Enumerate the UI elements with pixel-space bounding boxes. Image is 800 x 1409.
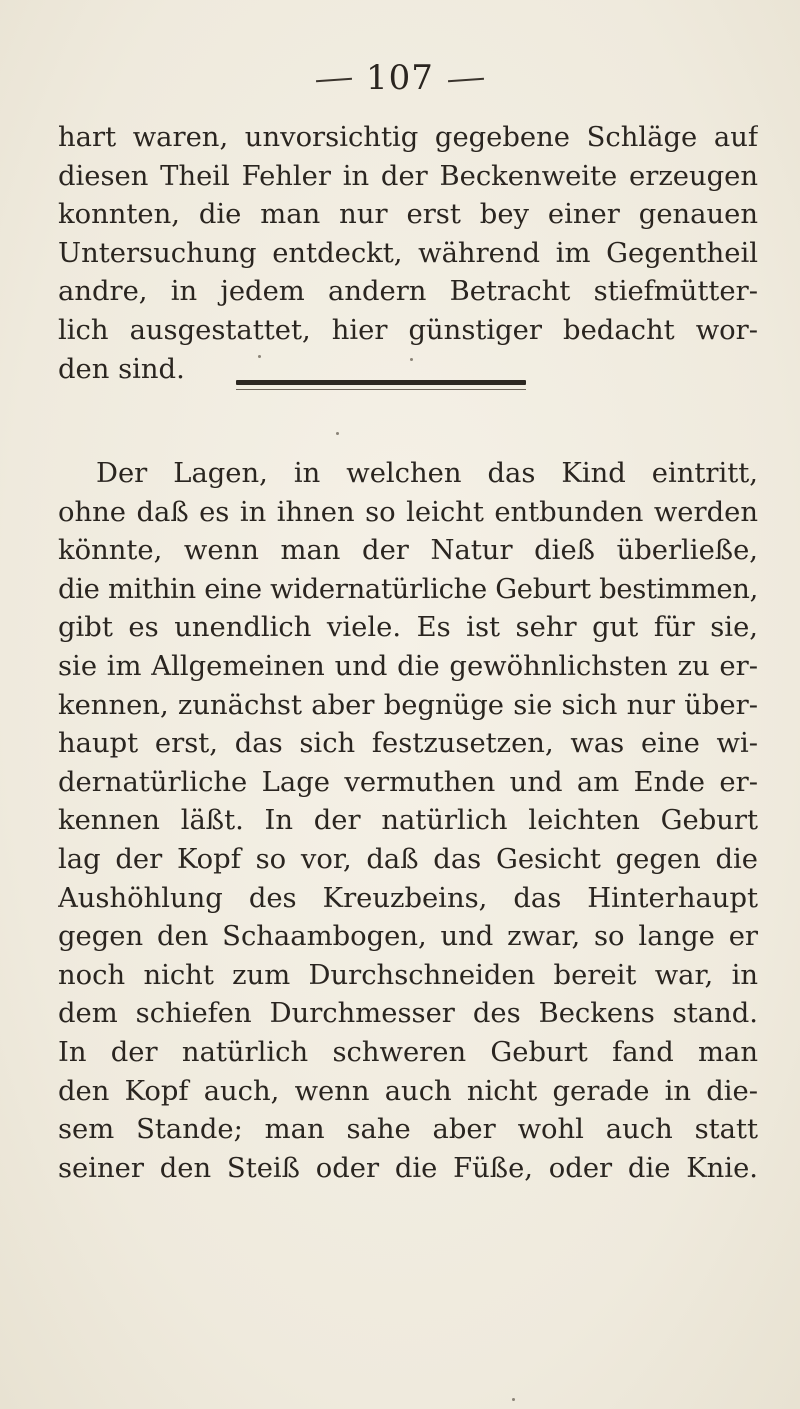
text-line: Der Lagen, in welchen das Kind eintritt, xyxy=(96,458,758,489)
text-line: lich ausgestattet, hier günstiger bedacht wor- xyxy=(58,314,758,346)
paragraph-1 xyxy=(58,119,758,389)
text-line: gegen den Schaambogen, und zwar, so lange er xyxy=(58,921,758,953)
paragraph-2 xyxy=(58,455,758,1188)
text-line: Untersuchung entdeckt, während im Gegentheil xyxy=(58,237,758,269)
text-line: andre, in jedem andern Betracht stiefmütter- xyxy=(58,276,758,308)
page-number: 107 xyxy=(366,58,434,98)
section-divider-thin-rule xyxy=(236,389,526,390)
text-line: hart waren, unvorsichtig gegebene Schläge auf xyxy=(58,122,758,153)
text-line: Aushöhlung des Kreuzbeins, das Hinterhaupt xyxy=(58,882,758,914)
text-line: kennen läßt. In der natürlich leichten Geburt xyxy=(58,805,758,837)
text-line: noch nicht zum Durchschneiden bereit war, in xyxy=(58,959,758,991)
right-ornament-dash xyxy=(448,78,484,83)
text-line: sie im Allgemeinen und die gewöhnlichsten zu er- xyxy=(58,650,758,682)
paper-speck xyxy=(258,355,261,358)
section-divider-rule xyxy=(236,380,526,385)
text-line: ohne daß es in ihnen so leicht entbunden werden xyxy=(58,496,758,528)
text-line: kennen, zunächst aber begnüge sie sich nur über- xyxy=(58,689,758,721)
paper-speck xyxy=(512,1398,515,1401)
page-header xyxy=(0,58,800,98)
text-line: den sind. xyxy=(58,353,185,385)
text-line: könnte, wenn man der Natur dieß überließe, xyxy=(58,535,758,567)
text-line: seiner den Steiß oder die Füße, oder die Knie. xyxy=(58,1152,758,1184)
text-line: gibt es unendlich viele. Es ist sehr gut für sie, xyxy=(58,612,758,644)
paper-speck xyxy=(410,358,413,361)
text-line: sem Stande; man sahe aber wohl auch statt xyxy=(58,1114,758,1146)
left-ornament-dash xyxy=(316,78,352,83)
text-line: diesen Theil Fehler in der Beckenweite erzeugen xyxy=(58,160,758,192)
text-line: dem schiefen Durchmesser des Beckens stand. xyxy=(58,998,758,1030)
text-line: haupt erst, das sich festzusetzen, was eine wi- xyxy=(58,728,758,760)
text-line: lag der Kopf so vor, daß das Gesicht gegen die xyxy=(58,843,758,875)
paper-speck xyxy=(336,432,339,435)
text-line: die mithin eine widernatürliche Geburt bestimmen, xyxy=(58,573,758,605)
text-line: konnten, die man nur erst bey einer genauen xyxy=(58,199,758,231)
text-line: In der natürlich schweren Geburt fand man xyxy=(58,1036,758,1068)
text-line: den Kopf auch, wenn auch nicht gerade in die- xyxy=(58,1075,758,1107)
text-line: dernatürliche Lage vermuthen und am Ende er- xyxy=(58,766,758,798)
